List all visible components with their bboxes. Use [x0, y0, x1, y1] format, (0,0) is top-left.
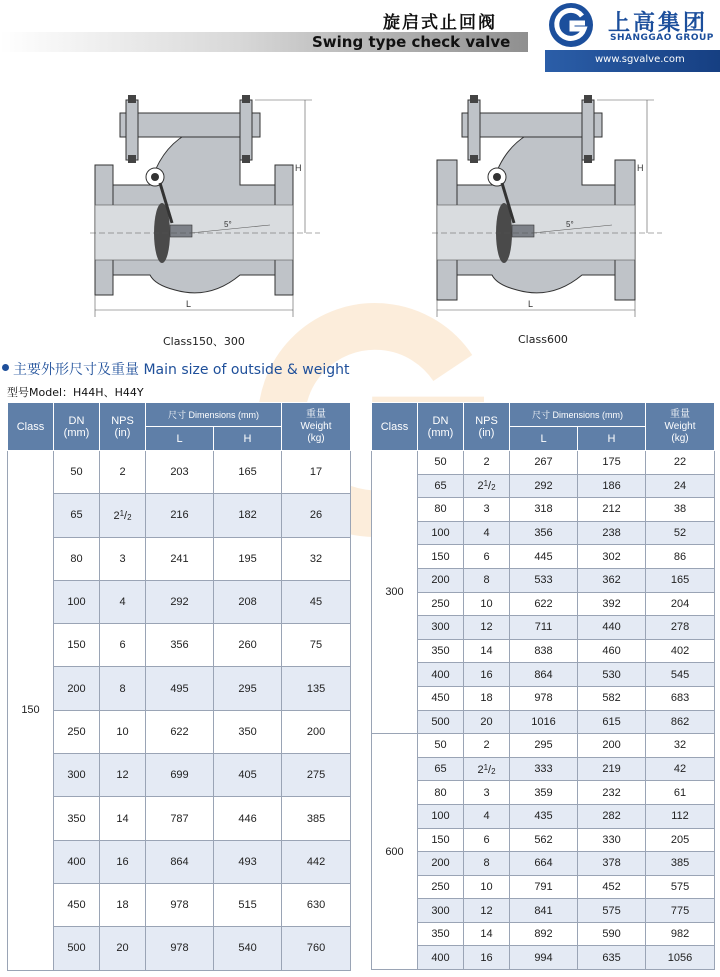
cell-w: 402	[646, 639, 715, 663]
col-l: L	[510, 427, 578, 451]
model-label: 型号Model：H44H、H44Y	[7, 386, 144, 399]
cell-dn: 400	[54, 840, 100, 883]
cell-w: 112	[646, 804, 715, 828]
cell-nps: 2	[464, 734, 510, 758]
cell-h: 238	[578, 521, 646, 545]
cell-dn: 50	[418, 734, 464, 758]
cell-dn: 250	[418, 875, 464, 899]
cell-nps: 4	[464, 804, 510, 828]
cell-h: 515	[214, 883, 282, 926]
cell-w: 26	[282, 494, 351, 537]
cell-l: 994	[510, 946, 578, 970]
table-row	[8, 710, 351, 753]
table-row	[372, 899, 715, 923]
table-row	[8, 494, 351, 537]
angle-label: 5°	[224, 220, 232, 229]
cell-l: 495	[146, 667, 214, 710]
dim-h-label: H	[295, 163, 302, 173]
table-row	[8, 797, 351, 840]
table-row	[372, 616, 715, 640]
cell-h: 452	[578, 875, 646, 899]
dim-l-label: L	[528, 299, 534, 309]
cell-h: 440	[578, 616, 646, 640]
cell-l: 622	[146, 710, 214, 753]
cell-nps: 6	[100, 624, 146, 667]
cell-nps: 10	[100, 710, 146, 753]
cell-l: 292	[510, 474, 578, 498]
cell-h: 635	[578, 946, 646, 970]
table-row	[372, 757, 715, 781]
cell-dn: 300	[418, 899, 464, 923]
cell-w: 22	[646, 451, 715, 475]
cell-nps: 10	[464, 875, 510, 899]
table-row	[8, 883, 351, 926]
cell-dn: 65	[54, 494, 100, 537]
cell-dn: 400	[418, 663, 464, 687]
section-title-text: 主要外形尺寸及重量 Main size of outside & weight	[13, 362, 350, 378]
cell-l: 267	[510, 451, 578, 475]
cell-nps: 12	[100, 754, 146, 797]
cell-dn: 200	[54, 667, 100, 710]
cell-h: 200	[578, 734, 646, 758]
cell-nps: 12	[464, 899, 510, 923]
table-row	[8, 537, 351, 580]
cell-dn: 65	[418, 757, 464, 781]
cell-w: 61	[646, 781, 715, 805]
cell-l: 838	[510, 639, 578, 663]
cell-l: 533	[510, 568, 578, 592]
cell-h: 282	[578, 804, 646, 828]
cell-nps: $2^1/_2$	[464, 757, 510, 781]
cell-w: 775	[646, 899, 715, 923]
table-row	[8, 451, 351, 494]
cell-h: 575	[578, 899, 646, 923]
cell-h: 186	[578, 474, 646, 498]
cell-w: 24	[646, 474, 715, 498]
caption-class150-300: Class150、300	[163, 335, 245, 348]
cell-dn: 450	[418, 686, 464, 710]
table-row	[372, 663, 715, 687]
cell-l: 978	[510, 686, 578, 710]
cell-l: 864	[146, 840, 214, 883]
cell-nps: 10	[464, 592, 510, 616]
table-row	[8, 580, 351, 623]
cell-l: 978	[146, 883, 214, 926]
cell-h: 460	[578, 639, 646, 663]
cell-w: 683	[646, 686, 715, 710]
cell-w: 32	[282, 537, 351, 580]
cell-h: 590	[578, 922, 646, 946]
col-h: H	[214, 427, 282, 451]
valve-drawing-class600	[432, 95, 662, 320]
cell-h: 493	[214, 840, 282, 883]
cell-w: 630	[282, 883, 351, 926]
cell-h: 208	[214, 580, 282, 623]
cell-l: 292	[146, 580, 214, 623]
cell-dn: 350	[418, 639, 464, 663]
table-row	[372, 451, 715, 475]
cell-w: 32	[646, 734, 715, 758]
cell-nps: 3	[464, 498, 510, 522]
cell-dn: 350	[54, 797, 100, 840]
table-row	[372, 568, 715, 592]
col-nps: NPS (in)	[464, 403, 510, 451]
website-link[interactable]: www.sgvalve.com	[595, 54, 685, 65]
cell-l: 622	[510, 592, 578, 616]
table-row	[372, 521, 715, 545]
brand-name-en: SHANGGAO GROUP	[610, 33, 714, 43]
col-dn: DN (mm)	[418, 403, 464, 451]
cell-dn: 80	[418, 498, 464, 522]
cell-l: 333	[510, 757, 578, 781]
cell-nps: 8	[100, 667, 146, 710]
valve-drawing-class150-300	[90, 95, 320, 320]
cell-w: 45	[282, 580, 351, 623]
cell-nps: 16	[100, 840, 146, 883]
cell-l: 435	[510, 804, 578, 828]
size-table-left	[7, 402, 351, 971]
section-title	[0, 358, 720, 378]
cell-l: 203	[146, 451, 214, 494]
col-weight: 重量 Weight (kg)	[646, 403, 715, 451]
cell-dn: 65	[418, 474, 464, 498]
cell-w: 442	[282, 840, 351, 883]
cell-l: 699	[146, 754, 214, 797]
cell-l: 356	[146, 624, 214, 667]
table-row	[372, 946, 715, 970]
cell-l: 359	[510, 781, 578, 805]
table-row	[372, 734, 715, 758]
cell-w: 165	[646, 568, 715, 592]
cell-h: 362	[578, 568, 646, 592]
cell-dn: 350	[418, 922, 464, 946]
cell-h: 530	[578, 663, 646, 687]
cell-nps: 4	[464, 521, 510, 545]
cell-dn: 80	[54, 537, 100, 580]
table-row	[372, 828, 715, 852]
table-row	[372, 710, 715, 734]
table-row	[372, 804, 715, 828]
cell-dn: 500	[54, 927, 100, 970]
cell-nps: 14	[100, 797, 146, 840]
cell-w: 385	[646, 852, 715, 876]
cell-nps: 3	[100, 537, 146, 580]
cell-l: 356	[510, 521, 578, 545]
cell-nps: 8	[464, 568, 510, 592]
cell-dn: 450	[54, 883, 100, 926]
cell-l: 241	[146, 537, 214, 580]
table-row	[8, 624, 351, 667]
cell-l: 841	[510, 899, 578, 923]
cell-l: 1016	[510, 710, 578, 734]
cell-h: 405	[214, 754, 282, 797]
cell-nps: $2^1/_2$	[100, 494, 146, 537]
col-dn: DN (mm)	[54, 403, 100, 451]
cell-l: 864	[510, 663, 578, 687]
cell-dn: 300	[418, 616, 464, 640]
cell-nps: 14	[464, 922, 510, 946]
cell-dn: 50	[54, 451, 100, 494]
cell-dn: 100	[54, 580, 100, 623]
cell-dn: 80	[418, 781, 464, 805]
cell-dn: 200	[418, 568, 464, 592]
cell-h: 392	[578, 592, 646, 616]
col-weight: 重量 Weight (kg)	[282, 403, 351, 451]
cell-w: 42	[646, 757, 715, 781]
table-body-right	[372, 451, 715, 970]
cell-h: 195	[214, 537, 282, 580]
bullet-icon	[2, 364, 9, 371]
cell-w: 385	[282, 797, 351, 840]
cell-nps: $2^1/_2$	[464, 474, 510, 498]
table-row	[372, 686, 715, 710]
cell-l: 295	[510, 734, 578, 758]
page-title-cn: 旋启式止回阀	[383, 13, 497, 33]
col-dimensions: 尺寸 Dimensions (mm)	[510, 403, 646, 427]
cell-w: 278	[646, 616, 715, 640]
cell-w: 575	[646, 875, 715, 899]
table-row	[372, 781, 715, 805]
cell-nps: 20	[464, 710, 510, 734]
cell-w: 38	[646, 498, 715, 522]
table-row	[372, 875, 715, 899]
cell-h: 212	[578, 498, 646, 522]
cell-dn: 100	[418, 804, 464, 828]
table-row	[372, 922, 715, 946]
cell-nps: 2	[464, 451, 510, 475]
cell-nps: 6	[464, 828, 510, 852]
cell-dn: 150	[418, 545, 464, 569]
cell-nps: 3	[464, 781, 510, 805]
cell-w: 205	[646, 828, 715, 852]
cell-w: 135	[282, 667, 351, 710]
cell-nps: 8	[464, 852, 510, 876]
cell-l: 892	[510, 922, 578, 946]
dim-h-label: H	[637, 163, 644, 173]
cell-w: 17	[282, 451, 351, 494]
cell-w: 200	[282, 710, 351, 753]
cell-h: 582	[578, 686, 646, 710]
cell-l: 318	[510, 498, 578, 522]
cell-h: 165	[214, 451, 282, 494]
col-nps: NPS (in)	[100, 403, 146, 451]
cell-h: 219	[578, 757, 646, 781]
cell-w: 545	[646, 663, 715, 687]
table-row	[8, 927, 351, 970]
cell-h: 260	[214, 624, 282, 667]
cell-l: 664	[510, 852, 578, 876]
cell-h: 330	[578, 828, 646, 852]
cell-w: 760	[282, 927, 351, 970]
table-row	[8, 840, 351, 883]
table-row	[372, 592, 715, 616]
table-body-left	[8, 451, 351, 971]
cell-w: 982	[646, 922, 715, 946]
cell-l: 562	[510, 828, 578, 852]
cell-l: 445	[510, 545, 578, 569]
angle-label: 5°	[566, 220, 574, 229]
cell-dn: 400	[418, 946, 464, 970]
cell-w: 52	[646, 521, 715, 545]
cell-l: 787	[146, 797, 214, 840]
cell-nps: 16	[464, 663, 510, 687]
cell-h: 540	[214, 927, 282, 970]
col-class: Class	[8, 403, 54, 451]
size-table-right	[371, 402, 715, 970]
cell-dn: 50	[418, 451, 464, 475]
table-row	[8, 667, 351, 710]
dim-l-label: L	[186, 299, 192, 309]
brand-name-cn: 上高集团	[608, 11, 709, 36]
cell-l: 978	[146, 927, 214, 970]
cell-nps: 14	[464, 639, 510, 663]
cell-dn: 300	[54, 754, 100, 797]
cell-dn: 150	[54, 624, 100, 667]
cell-w: 275	[282, 754, 351, 797]
class-cell: 150	[8, 451, 54, 971]
cell-nps: 16	[464, 946, 510, 970]
brand-logo-icon	[548, 2, 594, 48]
cell-nps: 18	[100, 883, 146, 926]
table-row	[372, 852, 715, 876]
cell-h: 302	[578, 545, 646, 569]
page-title-en: Swing type check valve	[312, 33, 511, 51]
cell-dn: 250	[418, 592, 464, 616]
cell-nps: 18	[464, 686, 510, 710]
cell-nps: 6	[464, 545, 510, 569]
col-dimensions: 尺寸 Dimensions (mm)	[146, 403, 282, 427]
cell-w: 204	[646, 592, 715, 616]
cell-nps: 20	[100, 927, 146, 970]
cell-w: 862	[646, 710, 715, 734]
caption-class600: Class600	[518, 333, 568, 346]
cell-nps: 4	[100, 580, 146, 623]
cell-w: 86	[646, 545, 715, 569]
table-row	[372, 545, 715, 569]
cell-dn: 100	[418, 521, 464, 545]
cell-dn: 150	[418, 828, 464, 852]
cell-dn: 200	[418, 852, 464, 876]
cell-h: 295	[214, 667, 282, 710]
cell-dn: 500	[418, 710, 464, 734]
col-h: H	[578, 427, 646, 451]
cell-h: 175	[578, 451, 646, 475]
class-cell: 600	[372, 734, 418, 970]
cell-l: 216	[146, 494, 214, 537]
cell-h: 350	[214, 710, 282, 753]
cell-w: 1056	[646, 946, 715, 970]
table-row	[372, 639, 715, 663]
class-cell: 300	[372, 451, 418, 734]
col-l: L	[146, 427, 214, 451]
cell-w: 75	[282, 624, 351, 667]
cell-h: 378	[578, 852, 646, 876]
table-row	[8, 754, 351, 797]
table-row	[372, 474, 715, 498]
cell-h: 182	[214, 494, 282, 537]
cell-l: 791	[510, 875, 578, 899]
col-class: Class	[372, 403, 418, 451]
cell-l: 711	[510, 616, 578, 640]
cell-h: 446	[214, 797, 282, 840]
cell-h: 232	[578, 781, 646, 805]
cell-dn: 250	[54, 710, 100, 753]
table-row	[372, 498, 715, 522]
cell-nps: 12	[464, 616, 510, 640]
cell-h: 615	[578, 710, 646, 734]
cell-nps: 2	[100, 451, 146, 494]
